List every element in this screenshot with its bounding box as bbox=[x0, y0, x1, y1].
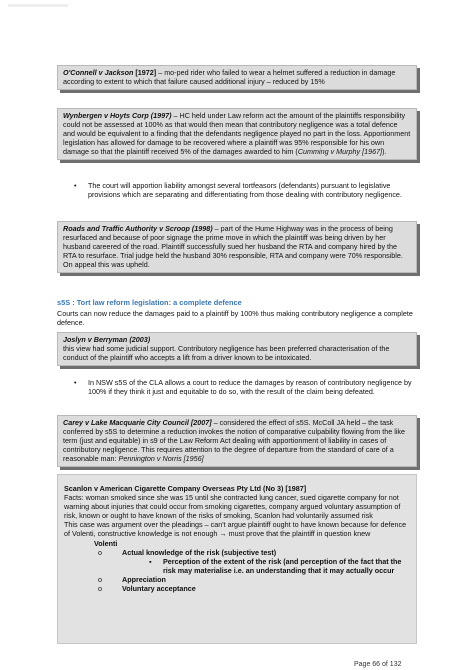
case-box-carey bbox=[57, 415, 417, 467]
case-box-joslyn bbox=[57, 332, 417, 366]
case-facts: Facts: woman smoked since she was 15 until she contracted lung cancer, sued cigarette company for not warning about injuries that could occur from smoking cigarettes, company argued voluntary assumption of risk, known or ought to have known of the risks of smoking, Scanlon had voluntarily assumed risk bbox=[64, 493, 401, 521]
case-name: Joslyn v Berryman (2003) bbox=[63, 335, 151, 344]
case-text: – considered the effect of s5S. McColl JA held – the task conferred by s5S to determine a reduction invokes the notion of comparative culpability flowing from the like term (just and equitable) in s9 of the Law Reform Act dealing with apportionment of liability in cases of contributory negligence. This requires attention to the degree of departure from the standard of care of a reasonable man: bbox=[63, 418, 405, 464]
item-marker: o bbox=[98, 574, 102, 584]
case-box-wynbergen bbox=[57, 108, 417, 160]
case-reference: Cumming v Murphy [1967] bbox=[297, 147, 383, 157]
case-name: O'Connell v Jackson bbox=[63, 68, 134, 77]
item-label: Appreciation bbox=[122, 574, 166, 584]
case-box-rta bbox=[57, 221, 417, 273]
item-label: Voluntary acceptance bbox=[122, 584, 196, 594]
case-name: Wynbergen v Hoyts Corp (1997) bbox=[63, 111, 172, 120]
page-header bbox=[0, 0, 474, 20]
bullet-apportion bbox=[74, 181, 418, 200]
page-number: Page 66 of 132 bbox=[354, 661, 402, 668]
case-reference: Pennington v Norris [1956] bbox=[118, 454, 204, 464]
bullet-marker: • bbox=[74, 378, 77, 387]
case-text: this view had some judicial support. Contributory negligence has been preferred characterisation of the conduct of the plaintiff who accepts a lift from a driver known to be intoxicated. bbox=[63, 344, 390, 363]
case-text: – HC held under Law reform act the amount of the plaintiffs responsibility could not be assessed at 100% as that would then mean that contributory negligence was a total defence and would be equivalent to a finding that the defendants negligence played no part in the loss. Apportionment legislation has allowed for damage to be recovered where a plaintiff was 95% responsible for his own damage so that the plaintiff received 5% of the damages awarded to him ( bbox=[63, 111, 411, 157]
case-text: – mo-ped rider who failed to wear a helmet suffered a reduction in damage according to extent to which that failure caused additional injury – reduced by 15% bbox=[63, 68, 396, 87]
bullet-text: The court will apportion liability amongst several tortfeasors (defendants) pursuant to legislative provisions which are separating and differentiating from those dealing with contributory negligence. bbox=[88, 181, 402, 200]
case-argument: This case was argument over the pleadings – can't argue plaintiff ought to have known because for defence of Volenti, constructive knowledge is not enough → must prove that the plaintiff in question knew bbox=[64, 520, 407, 539]
volenti-heading: Volenti bbox=[94, 538, 118, 548]
volenti-subitem bbox=[149, 556, 410, 575]
section-heading: s5S : Tort law reform legislation: a complete defence bbox=[57, 298, 242, 307]
case-box-oconnell bbox=[57, 65, 417, 90]
section-paragraph: Courts can now reduce the damages paid to a plaintiff by 100% thus making contributory negligence a complete defence. bbox=[57, 309, 413, 328]
subitem-label: Perception of the extent of the risk (and perception of the fact that the risk may materialise i.e. an understanding that it may actually occur bbox=[163, 556, 402, 575]
item-marker: o bbox=[98, 584, 102, 594]
bullet-nsw bbox=[74, 378, 418, 397]
volenti-item bbox=[98, 574, 410, 584]
item-marker: o bbox=[98, 547, 102, 557]
case-text-end: ). bbox=[382, 147, 387, 157]
case-text: – part of the Hume Highway was in the process of being resurfaced and because of poor signage the prime move in which the plaintiff was being driven by her husband careered of the road. Plaintiff successfully sued her husband the RTA and company hired by the RTA to resurface. Trial judge held the husband 30% responsible, RTA and company were 70% responsible. On appeal this was upheld. bbox=[63, 224, 403, 270]
case-citation: [1972] bbox=[133, 68, 157, 77]
bullet-marker: • bbox=[74, 181, 77, 190]
item-label: Actual knowledge of the risk (subjective test) bbox=[122, 547, 277, 557]
volenti-item bbox=[98, 584, 410, 594]
volenti-item bbox=[98, 547, 410, 557]
case-name: Carey v Lake Macquarie City Council [2007] bbox=[63, 418, 212, 427]
case-box-scanlon bbox=[57, 474, 417, 644]
subitem-marker: ▪ bbox=[149, 556, 152, 566]
case-title: Scanlon v American Cigarette Company Overseas Pty Ltd (No 3) [1987] bbox=[64, 484, 307, 493]
case-name: Roads and Traffic Authority v Scroop (1998) bbox=[63, 224, 213, 233]
bullet-text: In NSW s5S of the CLA allows a court to reduce the damages by reason of contributory negligence by 100% if they think it just and equitable to do so, with the result of the claim being defeated. bbox=[88, 378, 412, 397]
